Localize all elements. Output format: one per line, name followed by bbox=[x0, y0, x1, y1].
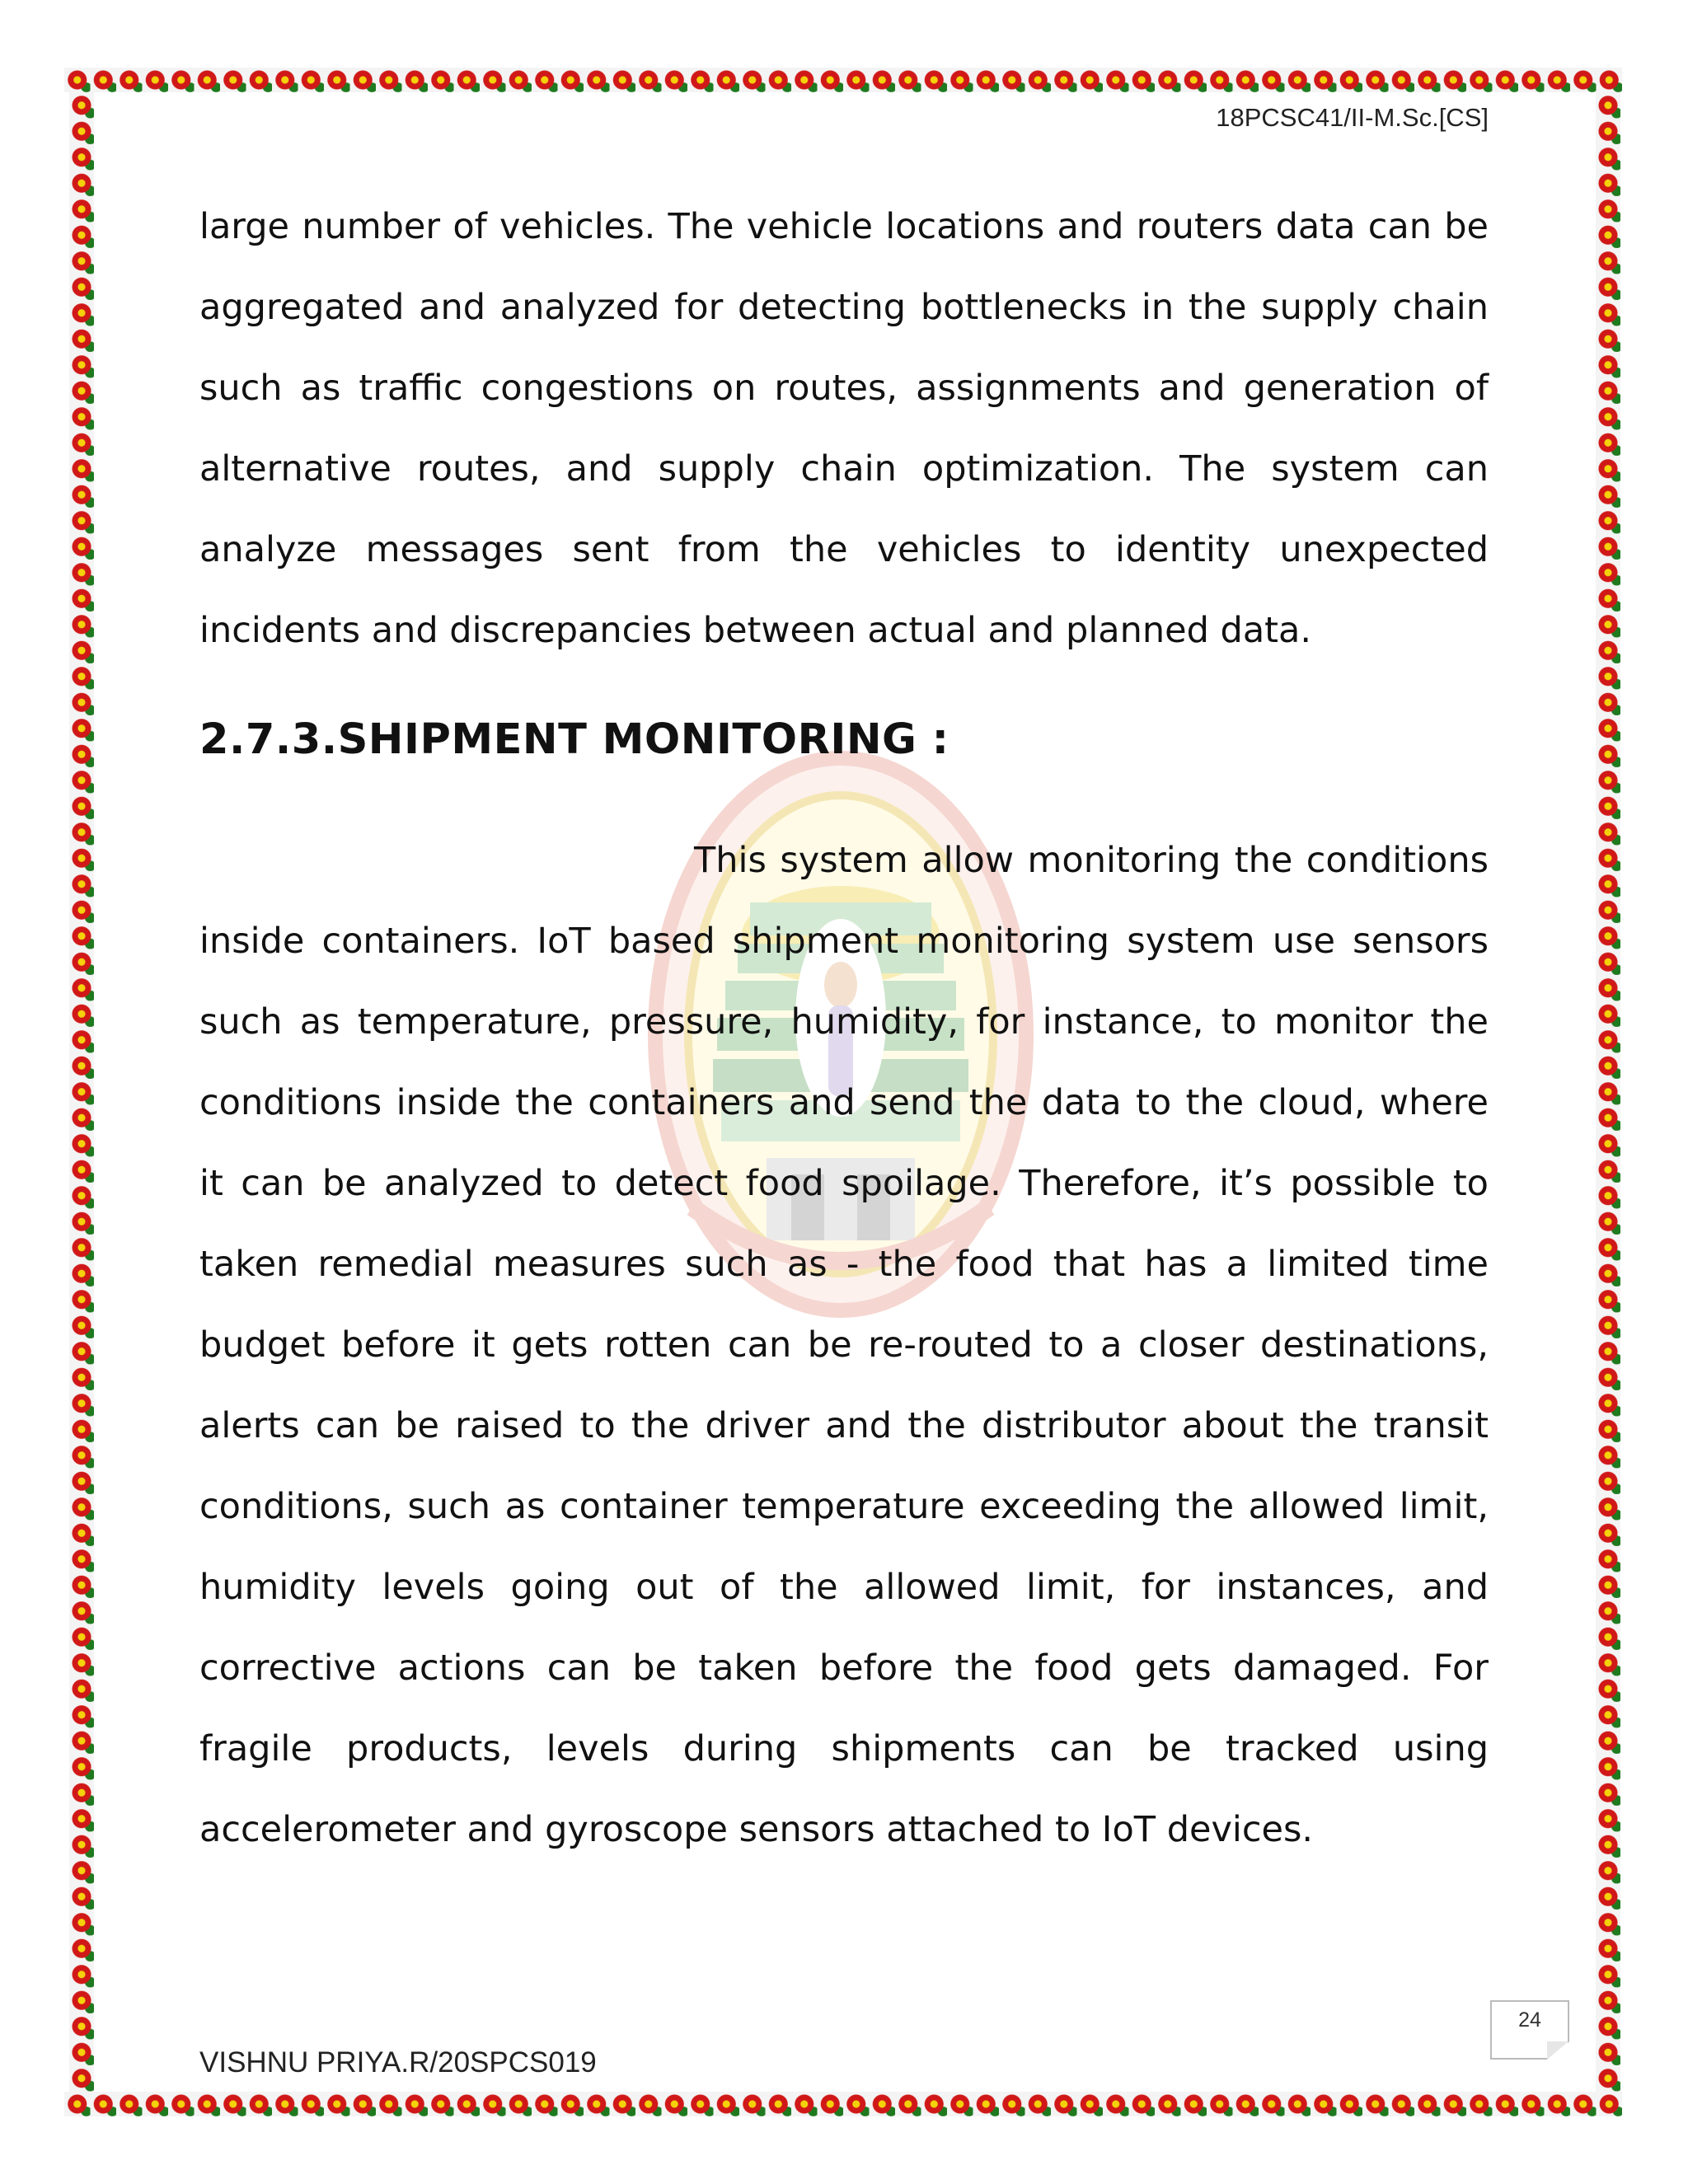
page-number: 24 bbox=[1518, 2008, 1541, 2032]
floral-border-right bbox=[1596, 92, 1620, 2092]
body-paragraph-2: This system allow monitoring the conditions inside containers. IoT based shipment monitoring system use sensors such as temperature, pressure, humidity, for instance, to monitor the conditions inside the containers and send the data to the cloud, where it can be analyzed to detect food spoilage. Therefore, it’s possible to taken remedial measures such as - the food that has a limited time budget before it gets rotten can be re-routed to a closer destinations, alerts can be raised to the driver and the distributor about the transit conditions, such as container temperature exceeding the allowed limit, humidity levels going out of the allowed limit, for instances, and corrective actions can be taken before the food gets damaged. For fragile products, levels during shipments can be tracked using accelerometer and gyroscope sensors attached to IoT devices. bbox=[199, 840, 1489, 1850]
document-code-header: 18PCSC41/II-M.Sc.[CS] bbox=[1216, 103, 1489, 132]
floral-border-top bbox=[64, 68, 1622, 92]
author-footer: VISHNU PRIYA.R/20SPCS019 bbox=[199, 2046, 597, 2079]
section-heading: 2.7.3.SHIPMENT MONITORING : bbox=[199, 715, 950, 764]
body-paragraph-1: large number of vehicles. The vehicle locations and routers data can be aggregated and analyzed for detecting bottlenecks in the supply chain such as traffic congestions on routes, assignments and generation of alternative routes, and supply chain optimization. The system can analyze messages sent from the vehicles to identity unexpected incidents and discrepancies between actual and planned data. bbox=[199, 206, 1489, 651]
floral-border-left bbox=[69, 92, 94, 2092]
floral-border-bottom bbox=[64, 2092, 1622, 2116]
